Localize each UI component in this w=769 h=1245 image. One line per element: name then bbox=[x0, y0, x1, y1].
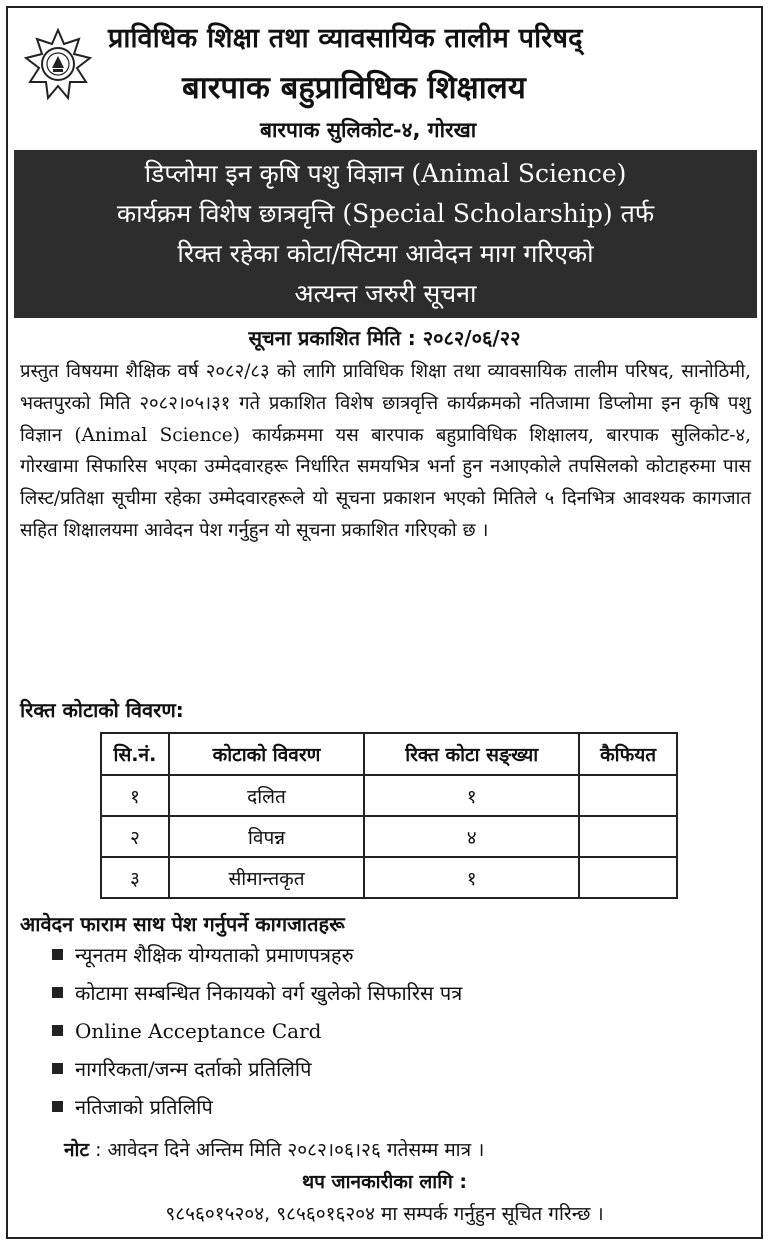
documents-title: आवेदन फाराम साथ पेश गर्नुपर्ने कागजातहरू bbox=[20, 912, 345, 936]
government-emblem-icon bbox=[22, 28, 94, 100]
list-item bbox=[52, 936, 462, 974]
banner-line-2: कार्यक्रम विशेष छात्रवृत्ति (Special Scholarship) तर्फ bbox=[116, 199, 655, 228]
row-category: दलित bbox=[169, 775, 364, 816]
deadline-note bbox=[64, 1136, 484, 1162]
row-serial: ३ bbox=[101, 857, 169, 898]
table-row bbox=[101, 816, 677, 857]
documents-list bbox=[52, 936, 462, 1126]
banner-line-4: अत्यन्त जरुरी सूचना bbox=[294, 279, 477, 308]
square-bullet-icon bbox=[52, 1025, 63, 1036]
notice-banner bbox=[14, 150, 757, 318]
header-remarks: कैफियत bbox=[579, 733, 677, 775]
square-bullet-icon bbox=[52, 949, 63, 960]
row-count: १ bbox=[364, 857, 579, 898]
quota-section-title: रिक्त कोटाको विवरण: bbox=[20, 698, 184, 722]
publication-date-value: २०८२/०६/२२ bbox=[422, 326, 521, 350]
row-count: १ bbox=[364, 775, 579, 816]
row-count: ४ bbox=[364, 816, 579, 857]
banner-line-1: डिप्लोमा इन कृषि पशु विज्ञान (Animal Science) bbox=[144, 159, 627, 188]
notice-body: प्रस्तुत विषयमा शैक्षिक वर्ष २०८२/८३ को लागि प्राविधिक शिक्षा तथा व्यावसायिक तालीम परिषद, सानोठिमी, भक्तपुरको मिति २०८२।०५।३१ गते प्रकाशित विशेष छात्रवृत्ति कार्यक्रमको नतिजामा डिप्लोमा इन कृषि पशु विज्ञान (Animal Science) कार्यक्रममा यस बारपाक बहुप्राविधिक शिक्षालय, बारपाक सुलिकोट-४, गोरखामा सिफारिस भएका उम्मेदवारहरू निर्धारित समयभित्र भर्ना हुन नआएकोले तपसिलको कोटाहरुमा पास लिस्ट/प्रतिक्षा सूचीमा रहेका उम्मेदवारहरूले यो सूचना प्रकाशन भएको मितिले ५ दिनभित्र आवश्यक कागजात सहित शिक्षालयमा आवेदन पेश गर्नुहुन यो सूचना प्रकाशित गरिएको छ । bbox=[20, 361, 751, 541]
row-category: विपन्न bbox=[169, 816, 364, 857]
publication-date-label: सूचना प्रकाशित मिति : bbox=[248, 326, 416, 350]
row-serial: २ bbox=[101, 816, 169, 857]
square-bullet-icon bbox=[52, 1101, 63, 1112]
document-item: नागरिकता/जन्म दर्ताको प्रतिलिपि bbox=[75, 1057, 312, 1081]
document-item: न्यूनतम शैक्षिक योग्यताको प्रमाणपत्रहरु bbox=[75, 943, 354, 967]
square-bullet-icon bbox=[52, 1063, 63, 1074]
banner-line-3: रिक्त रहेका कोटा/सिटमा आवेदन माग गरिएको bbox=[177, 239, 594, 268]
council-name: प्राविधिक शिक्षा तथा व्यावसायिक तालीम परिषद् bbox=[108, 23, 583, 54]
row-remarks bbox=[579, 775, 677, 816]
table-row bbox=[101, 775, 677, 816]
note-text: : आवेदन दिने अन्तिम मिति २०८२।०६।२६ गतेसम्म मात्र । bbox=[95, 1139, 485, 1161]
list-item bbox=[52, 1012, 462, 1050]
institute-address: बारपाक सुलिकोट-४, गोरखा bbox=[260, 118, 477, 142]
list-item bbox=[52, 1050, 462, 1088]
notice-page bbox=[6, 6, 763, 1239]
table-row bbox=[101, 857, 677, 898]
row-serial: १ bbox=[101, 775, 169, 816]
list-item bbox=[52, 974, 462, 1012]
row-remarks bbox=[579, 857, 677, 898]
quota-table bbox=[100, 732, 678, 899]
header-category: कोटाको विवरण bbox=[169, 733, 364, 775]
row-category: सीमान्तकृत bbox=[169, 857, 364, 898]
contact-numbers: ९८५६०१५२०४, ९८५६०१६२०४ मा सम्पर्क गर्नुहुन सूचित गरिन्छ । bbox=[165, 1203, 604, 1225]
institute-name: बारपाक बहुप्राविधिक शिक्षालय bbox=[182, 70, 526, 106]
quota-table-header bbox=[101, 733, 677, 775]
header-vacant-count: रिक्त कोटा सङ्ख्या bbox=[364, 733, 579, 775]
row-remarks bbox=[579, 816, 677, 857]
publication-date bbox=[8, 324, 761, 351]
square-bullet-icon bbox=[52, 987, 63, 998]
note-label: नोट bbox=[64, 1139, 90, 1161]
document-item: Online Acceptance Card bbox=[75, 1019, 322, 1043]
list-item bbox=[52, 1088, 462, 1126]
more-info-title: थप जानकारीका लागि : bbox=[301, 1171, 468, 1193]
document-item: नतिजाको प्रतिलिपि bbox=[75, 1095, 213, 1119]
header-serial: सि.नं. bbox=[101, 733, 169, 775]
document-item: कोटामा सम्बन्धित निकायको वर्ग खुलेको सिफारिस पत्र bbox=[75, 981, 463, 1005]
